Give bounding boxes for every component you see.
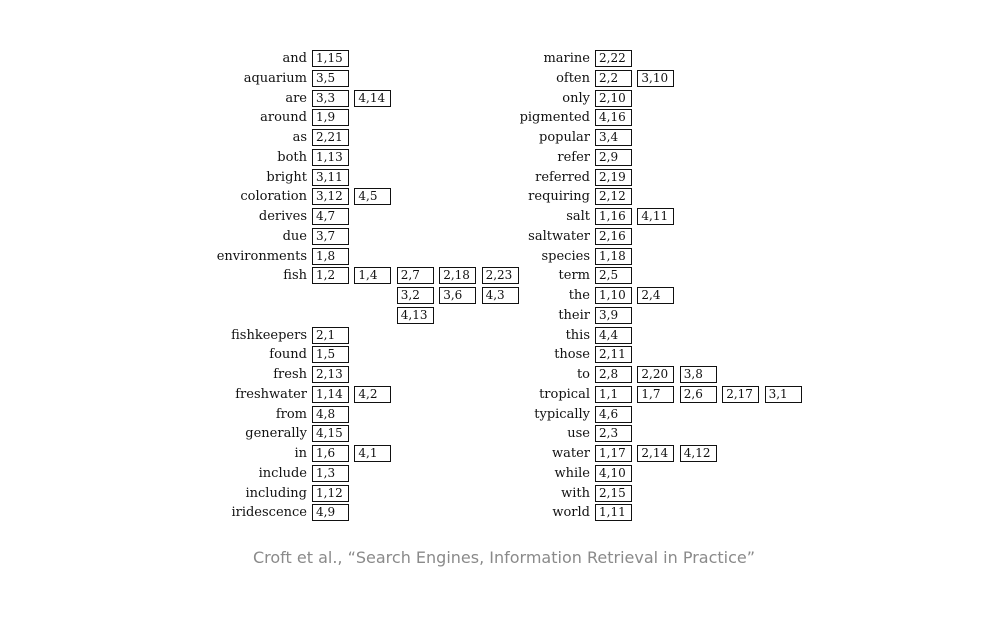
index-term: include bbox=[258, 465, 307, 481]
posting-box: 1,7 bbox=[637, 386, 674, 403]
index-term: only bbox=[562, 90, 590, 106]
index-term: species bbox=[541, 248, 590, 264]
posting-box: 3,9 bbox=[595, 307, 632, 324]
posting-box: 3,5 bbox=[312, 70, 349, 87]
index-term: term bbox=[558, 268, 590, 284]
index-term: aquarium bbox=[243, 70, 307, 86]
posting-box: 4,14 bbox=[354, 90, 391, 107]
index-term: saltwater bbox=[528, 228, 590, 244]
index-term: refer bbox=[557, 149, 590, 165]
index-term: as bbox=[292, 130, 307, 145]
index-term: both bbox=[277, 149, 307, 165]
posting-box: 4,5 bbox=[354, 188, 391, 205]
index-term: pigmented bbox=[519, 110, 590, 126]
index-term: tropical bbox=[539, 386, 590, 402]
index-term: this bbox=[565, 327, 590, 343]
index-term: marine bbox=[543, 51, 590, 66]
posting-box: 1,6 bbox=[312, 445, 349, 462]
posting-box: 2,4 bbox=[637, 287, 674, 304]
index-term: use bbox=[567, 426, 590, 442]
index-term: salt bbox=[566, 209, 590, 224]
index-term: water bbox=[551, 446, 590, 461]
index-term: to bbox=[576, 367, 590, 382]
posting-box: 2,22 bbox=[595, 50, 632, 67]
posting-box: 2,5 bbox=[595, 267, 632, 284]
posting-box: 4,4 bbox=[595, 327, 632, 344]
posting-box: 4,10 bbox=[595, 465, 632, 482]
posting-box: 1,12 bbox=[312, 485, 349, 502]
index-term: derives bbox=[258, 209, 307, 224]
index-term: requiring bbox=[528, 189, 590, 205]
posting-box: 3,8 bbox=[680, 366, 717, 383]
posting-box: 2,17 bbox=[722, 386, 759, 403]
posting-box: 3,3 bbox=[312, 90, 349, 107]
index-term: generally bbox=[245, 426, 307, 442]
posting-box: 4,3 bbox=[482, 287, 519, 304]
index-term: while bbox=[554, 465, 590, 481]
posting-box: 2,13 bbox=[312, 366, 349, 383]
index-term: coloration bbox=[240, 189, 307, 205]
index-term: with bbox=[561, 485, 590, 501]
index-term: referred bbox=[535, 169, 590, 185]
index-term: those bbox=[554, 347, 590, 363]
posting-box: 2,19 bbox=[595, 169, 632, 186]
posting-box: 4,1 bbox=[354, 445, 391, 462]
index-term: the bbox=[568, 288, 590, 303]
index-term: popular bbox=[539, 130, 590, 145]
posting-box: 4,15 bbox=[312, 425, 349, 442]
index-term: in bbox=[294, 446, 307, 461]
posting-box: 1,3 bbox=[312, 465, 349, 482]
posting-box: 4,13 bbox=[397, 307, 434, 324]
posting-box: 1,8 bbox=[312, 248, 349, 265]
index-term: fishkeepers bbox=[231, 327, 307, 343]
posting-box: 4,7 bbox=[312, 208, 349, 225]
posting-box: 2,15 bbox=[595, 485, 632, 502]
posting-box: 2,1 bbox=[312, 327, 349, 344]
posting-box: 2,20 bbox=[637, 366, 674, 383]
posting-box: 2,11 bbox=[595, 346, 632, 363]
posting-box: 3,4 bbox=[595, 129, 632, 146]
posting-box: 2,3 bbox=[595, 425, 632, 442]
index-term: due bbox=[282, 228, 307, 244]
posting-box: 1,4 bbox=[354, 267, 391, 284]
posting-box: 4,8 bbox=[312, 406, 349, 423]
index-term: freshwater bbox=[235, 386, 307, 402]
posting-box: 2,10 bbox=[595, 90, 632, 107]
index-term: bright bbox=[266, 169, 307, 185]
posting-box: 3,12 bbox=[312, 188, 349, 205]
posting-box: 2,9 bbox=[595, 149, 632, 166]
posting-box: 2,23 bbox=[482, 267, 519, 284]
posting-box: 2,18 bbox=[439, 267, 476, 284]
posting-box: 2,2 bbox=[595, 70, 632, 87]
index-term: from bbox=[275, 406, 307, 422]
index-term: are bbox=[285, 90, 307, 106]
posting-box: 3,1 bbox=[765, 386, 802, 403]
posting-box: 2,8 bbox=[595, 366, 632, 383]
posting-box: 3,6 bbox=[439, 287, 476, 304]
figure-caption: Croft et al., “Search Engines, Information Retrieval in Practice” bbox=[252, 548, 756, 567]
index-term: iridescence bbox=[231, 505, 307, 521]
index-term: fresh bbox=[273, 367, 307, 382]
posting-box: 2,7 bbox=[397, 267, 434, 284]
posting-box: 4,16 bbox=[595, 109, 632, 126]
posting-box: 1,1 bbox=[595, 386, 632, 403]
posting-box: 4,12 bbox=[680, 445, 717, 462]
posting-box: 1,18 bbox=[595, 248, 632, 265]
posting-box: 1,17 bbox=[595, 445, 632, 462]
posting-box: 2,16 bbox=[595, 228, 632, 245]
index-term: their bbox=[558, 307, 590, 323]
posting-box: 2,12 bbox=[595, 188, 632, 205]
posting-box: 3,2 bbox=[397, 287, 434, 304]
posting-box: 1,2 bbox=[312, 267, 349, 284]
posting-box: 4,11 bbox=[637, 208, 674, 225]
index-term: including bbox=[245, 485, 307, 501]
posting-box: 1,11 bbox=[595, 504, 632, 521]
index-term: often bbox=[556, 70, 590, 86]
posting-box: 2,6 bbox=[680, 386, 717, 403]
posting-box: 3,10 bbox=[637, 70, 674, 87]
posting-box: 4,2 bbox=[354, 386, 391, 403]
index-term: and bbox=[282, 51, 307, 66]
index-term: fish bbox=[283, 268, 307, 284]
posting-box: 4,9 bbox=[312, 504, 349, 521]
index-term: world bbox=[552, 505, 590, 521]
posting-box: 2,14 bbox=[637, 445, 674, 462]
index-term: typically bbox=[534, 406, 590, 422]
posting-box: 1,9 bbox=[312, 109, 349, 126]
posting-box: 1,16 bbox=[595, 208, 632, 225]
posting-box: 1,10 bbox=[595, 287, 632, 304]
index-term: around bbox=[260, 110, 307, 126]
index-term: environments bbox=[216, 248, 307, 264]
posting-box: 1,13 bbox=[312, 149, 349, 166]
posting-box: 3,7 bbox=[312, 228, 349, 245]
posting-box: 1,15 bbox=[312, 50, 349, 67]
posting-box: 1,14 bbox=[312, 386, 349, 403]
posting-box: 3,11 bbox=[312, 169, 349, 186]
posting-box: 1,5 bbox=[312, 346, 349, 363]
index-term: found bbox=[269, 347, 307, 363]
posting-box: 4,6 bbox=[595, 406, 632, 423]
posting-box: 2,21 bbox=[312, 129, 349, 146]
